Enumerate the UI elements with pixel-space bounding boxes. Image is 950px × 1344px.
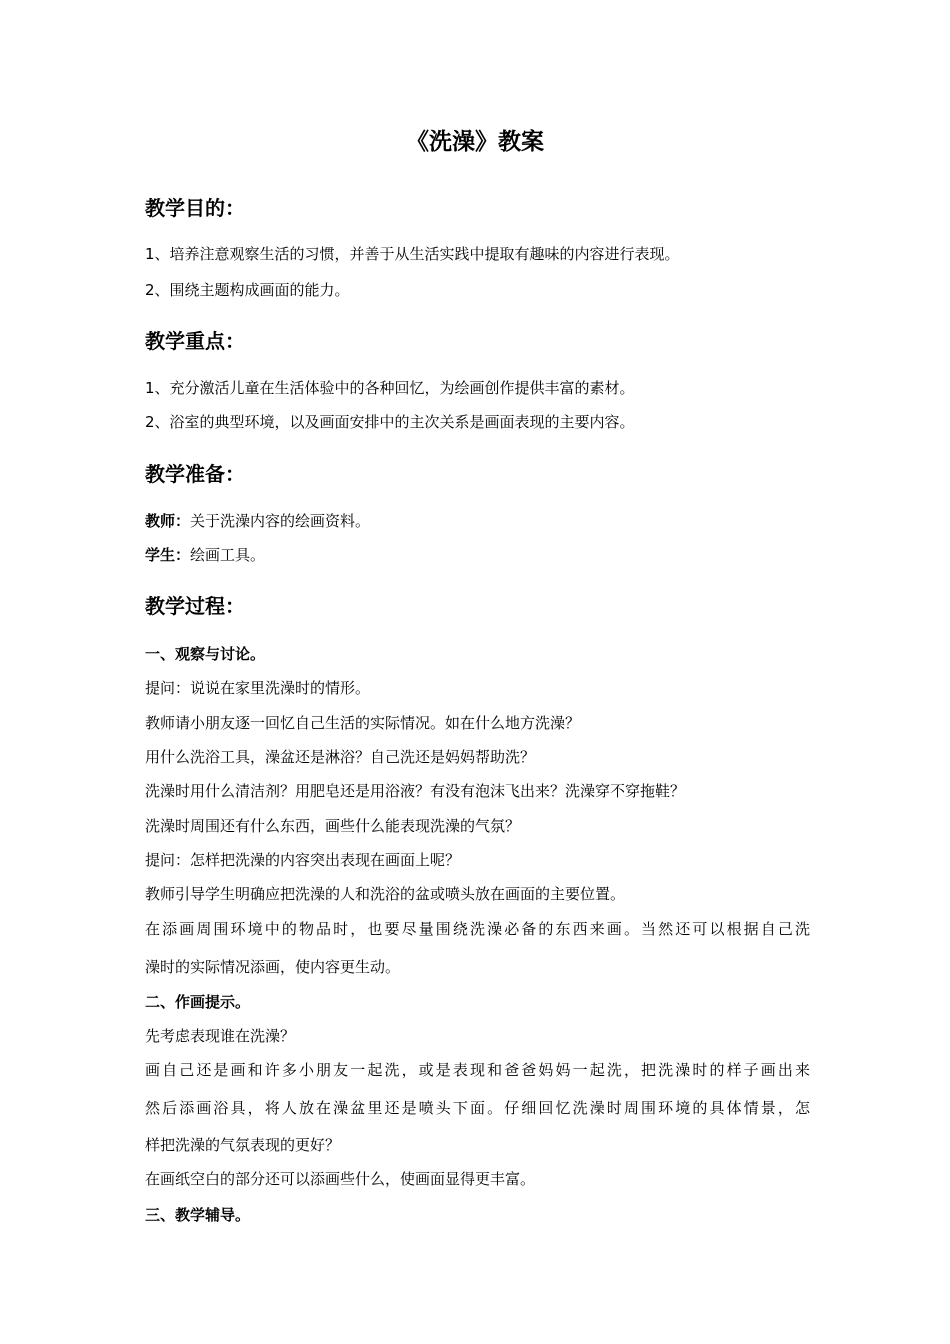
section1-line-9: 澡时的实际情况添画，使内容更生动。 xyxy=(145,958,401,976)
section2-heading: 二、作画提示。 xyxy=(145,993,251,1011)
section2-line-3: 然后添画浴具，将人放在澡盆里还是喷头下面。仔细回忆洗澡时周围环境的具体情景，怎 xyxy=(145,1099,810,1117)
goals-item-1: 1、培养注意观察生活的习惯，并善于从生活实践中提取有趣味的内容进行表现。 xyxy=(145,245,680,263)
prep-teacher-text: 关于洗澡内容的绘画资料。 xyxy=(190,512,371,530)
prep-teacher-label: 教师： xyxy=(145,512,191,530)
section1-line-1: 提问：说说在家里洗澡时的情形。 xyxy=(145,679,371,697)
keypoints-item-2: 2、浴室的典型环境，以及画面安排中的主次关系是画面表现的主要内容。 xyxy=(145,413,635,431)
section1-line-7: 教师引导学生明确应把洗澡的人和洗浴的盆或喷头放在画面的主要位置。 xyxy=(145,885,626,903)
section3-heading: 三、教学辅导。 xyxy=(145,1206,251,1224)
section1-line-8: 在添画周围环境中的物品时，也要尽量围绕洗澡必备的东西来画。当然还可以根据自己洗 xyxy=(145,920,810,938)
section1-line-5: 洗澡时周围还有什么东西，画些什么能表现洗澡的气氛？ xyxy=(145,817,521,835)
goals-item-2: 2、围绕主题构成画面的能力。 xyxy=(145,281,350,299)
section1-line-4: 洗澡时用什么清洁剂？用肥皂还是用浴液？有没有泡沫飞出来？洗澡穿不穿拖鞋？ xyxy=(145,782,686,800)
section1-line-2: 教师请小朋友逐一回忆自己生活的实际情况。如在什么地方洗澡？ xyxy=(145,714,581,732)
document-title: 《洗澡》教案 xyxy=(406,129,544,155)
section2-line-4: 样把洗澡的气氛表现的更好？ xyxy=(145,1136,341,1154)
goals-heading: 教学目的： xyxy=(145,196,245,220)
prep-teacher-line xyxy=(145,509,810,533)
section1-heading: 一、观察与讨论。 xyxy=(145,645,266,663)
section2-line-5: 在画纸空白的部分还可以添画些什么，使画面显得更丰富。 xyxy=(145,1170,536,1188)
prep-student-text: 绘画工具。 xyxy=(190,546,266,564)
prep-student-line xyxy=(145,543,810,567)
section1-line-3: 用什么洗浴工具，澡盆还是淋浴？自己洗还是妈妈帮助洗？ xyxy=(145,748,536,766)
keypoints-item-1: 1、充分激活儿童在生活体验中的各种回忆，为绘画创作提供丰富的素材。 xyxy=(145,379,635,397)
prep-student-label: 学生： xyxy=(145,546,191,564)
section2-line-1: 先考虑表现谁在洗澡？ xyxy=(145,1027,296,1045)
section2-line-2: 画自己还是画和许多小朋友一起洗，或是表现和爸爸妈妈一起洗，把洗澡时的样子画出来 xyxy=(145,1061,810,1079)
section1-line-6: 提问：怎样把洗澡的内容突出表现在画面上呢？ xyxy=(145,851,461,869)
keypoints-heading: 教学重点： xyxy=(145,329,245,353)
process-heading: 教学过程： xyxy=(145,594,245,618)
prep-heading: 教学准备： xyxy=(145,462,245,486)
